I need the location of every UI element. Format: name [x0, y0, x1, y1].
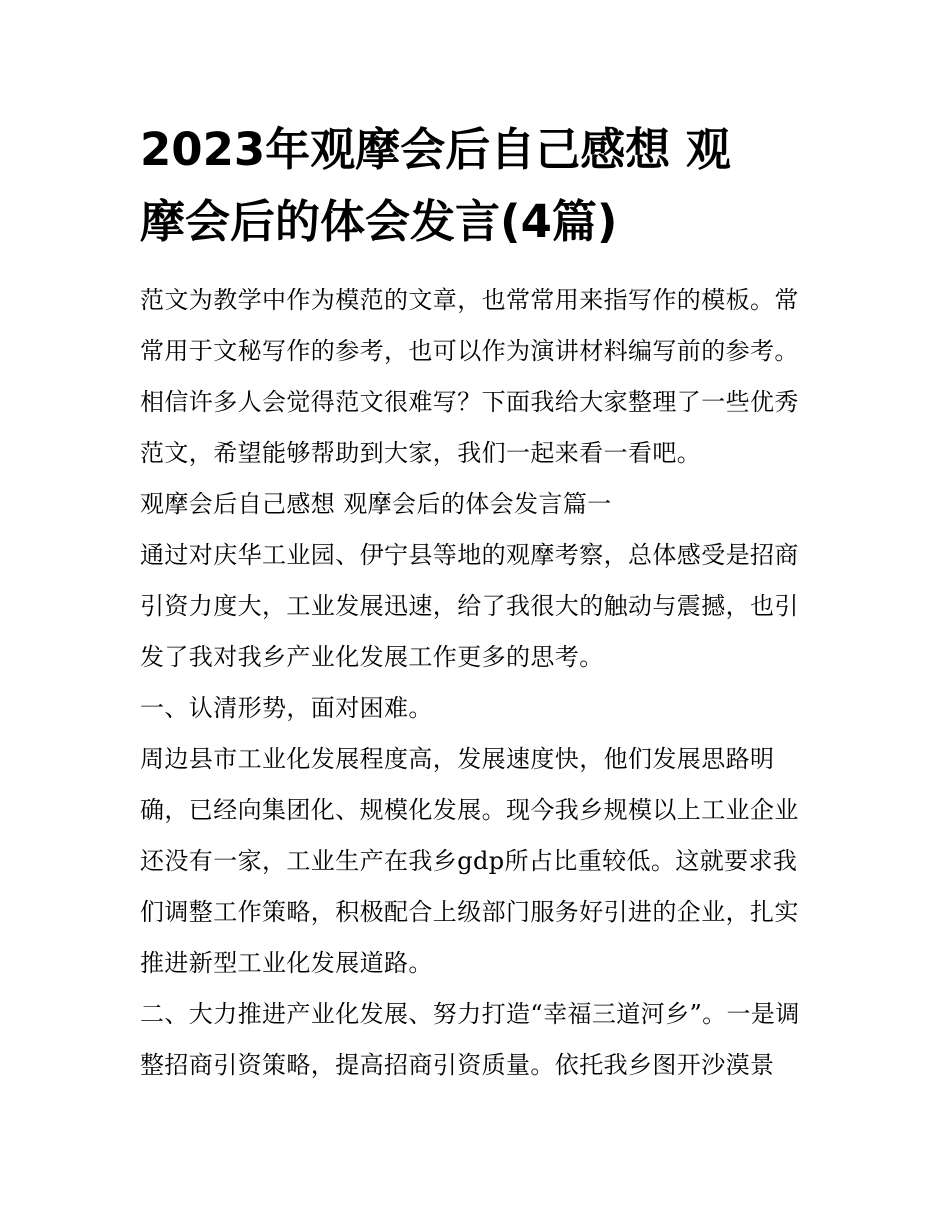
body-line: 们调整工作策略，积极配合上级部门服务好引进的企业，扎实 — [140, 898, 799, 926]
body-line: 范文为教学中作为模范的文章，也常常用来指写作的模板。常 — [140, 286, 799, 314]
body-line: 通过对庆华工业园、伊宁县等地的观摩考察，总体感受是招商 — [140, 541, 799, 569]
document-title — [140, 114, 820, 258]
subheading: 一、认清形势，面对困难。 — [140, 694, 433, 722]
title-line: 摩会后的体会发言(4篇) — [140, 195, 618, 248]
body-line: 引资力度大，工业发展迅速，给了我很大的触动与震撼，也引 — [140, 592, 799, 620]
document-body — [140, 282, 820, 1098]
title-line: 2023年观摩会后自己感想 观 — [140, 123, 731, 176]
body-line: 还没有一家，工业生产在我乡gdp所占比重较低。这就要求我 — [140, 847, 798, 875]
body-line: 周边县市工业化发展程度高，发展速度快，他们发展思路明 — [140, 745, 775, 773]
body-line: 确，已经向集团化、规模化发展。现今我乡规模以上工业企业 — [140, 796, 799, 824]
body-line: 二、大力推进产业化发展、努力打造“幸福三道河乡”。一是调 — [140, 1000, 800, 1028]
section-heading: 观摩会后自己感想 观摩会后的体会发言篇一 — [140, 490, 612, 518]
body-line: 范文，希望能够帮助到大家，我们一起来看一看吧。 — [140, 439, 702, 467]
body-line: 相信许多人会觉得范文很难写？下面我给大家整理了一些优秀 — [140, 388, 799, 416]
body-line: 发了我对我乡产业化发展工作更多的思考。 — [140, 643, 604, 671]
body-line: 常用于文秘写作的参考，也可以作为演讲材料编写前的参考。 — [140, 337, 799, 365]
body-line: 整招商引资策略，提高招商引资质量。依托我乡图开沙漠景 — [140, 1051, 775, 1079]
body-line: 推进新型工业化发展道路。 — [140, 949, 433, 977]
